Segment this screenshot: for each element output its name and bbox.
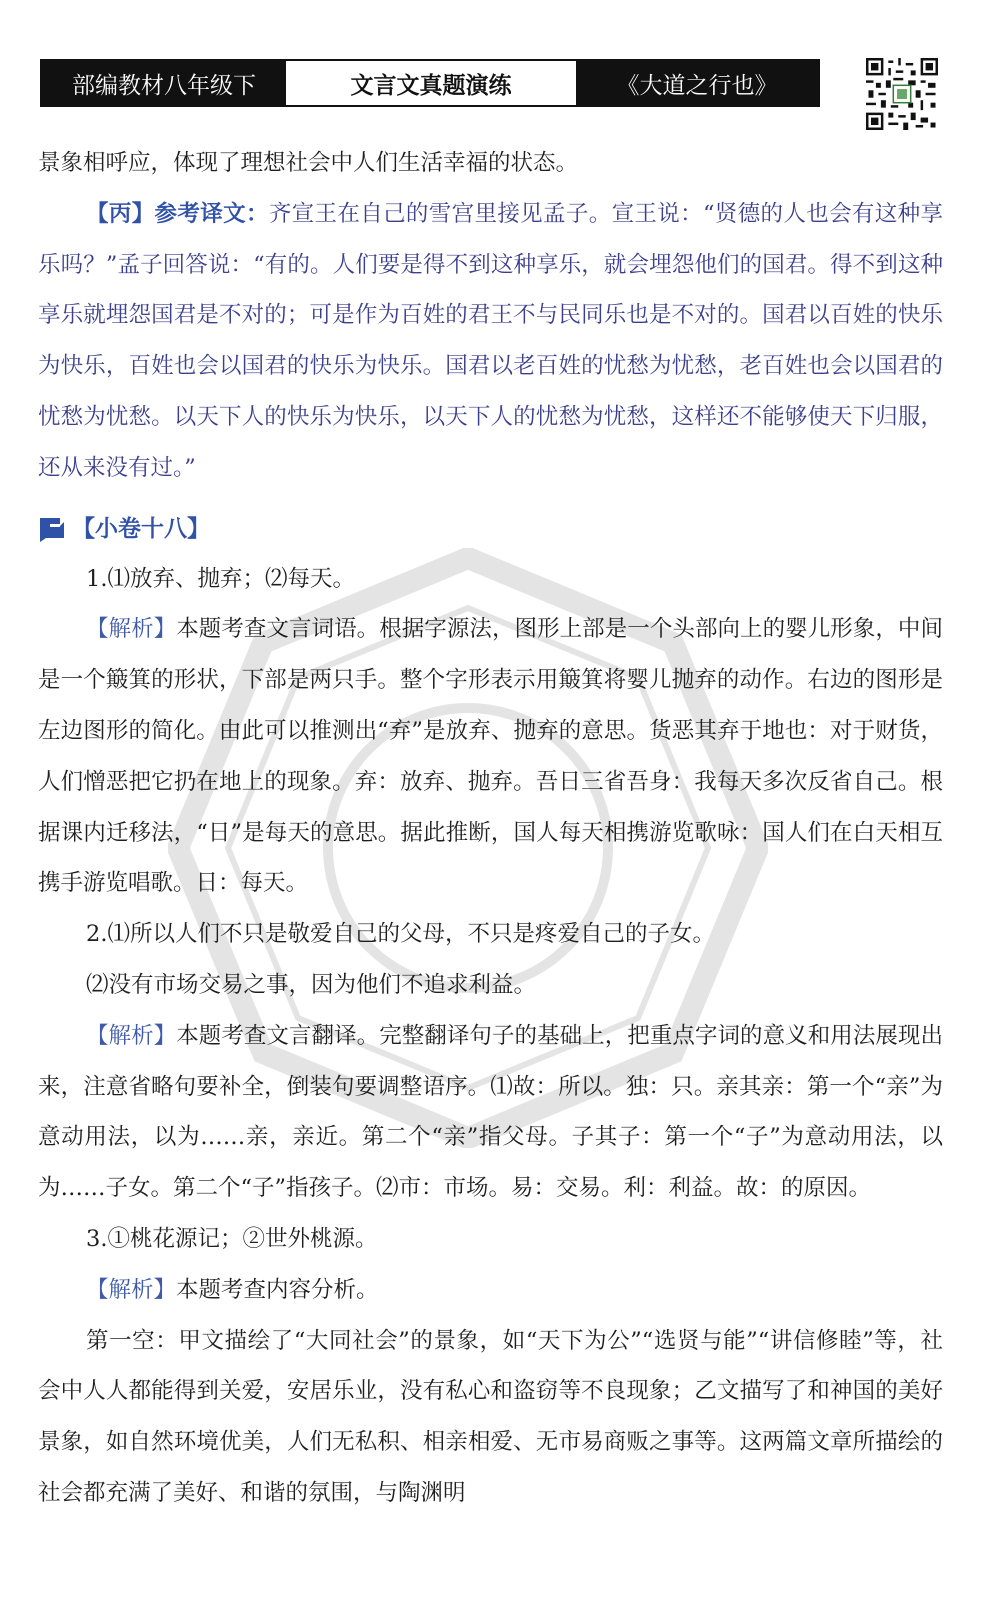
bing-text: 齐宣王在自己的雪宫里接见孟子。宣王说：“贤德的人也会有这种享乐吗？”孟子回答说：“有的。人们要是得不到这种享乐，就会埋怨他们的国君。得不到这种享乐就埋怨国君是不对的；可是作为百姓的君王不与民同乐也是不对的。国君以百姓的快乐为快乐，百姓也会以国君的快乐为快乐。国君以老百姓的忧愁为忧愁，老百姓也会以国君的忧愁为忧愁。以天下人的快乐为快乐，以天下人的忧愁为忧愁，这样还不能够使天下归服，还从来没有过。” (38, 200, 943, 481)
answer-1-analysis (38, 604, 943, 909)
paragraph-intro: 景象相呼应，体现了理想社会中人们生活幸福的状态。 (38, 150, 579, 176)
answer-2-1: 2.⑴所以人们不只是敬爱自己的父母，不只是疼爱自己的子女。 (86, 921, 715, 948)
header-lesson: 《大道之行也》 (576, 61, 818, 105)
answer-3: 3.①桃花源记；②世外桃源。 (86, 1225, 378, 1252)
analysis-text: 本题考查内容分析。 (176, 1276, 379, 1303)
answer-2-2: ⑵没有市场交易之事，因为他们不追求利益。 (86, 971, 537, 998)
bing-label: 【丙】参考译文： (86, 200, 269, 227)
analysis-label: 【解析】 (86, 1276, 177, 1303)
analysis-label: 【解析】 (86, 1022, 177, 1049)
analysis-text: 本题考查文言翻译。完整翻译句子的基础上，把重点字词的意义和用法展现出来，注意省略句要补全，倒装句要调整语序。⑴故：所以。独：只。亲其亲：第一个“亲”为意动用法，以为……亲，亲近。第二个“亲”指父母。子其子：第一个“子”为意动用法，以为……子女。第二个“子”指孩子。⑵市：市场。易：交易。利：利益。故：的原因。 (38, 1022, 943, 1202)
bing-translation (38, 189, 943, 494)
answer-3-analysis (38, 1265, 943, 1316)
answer-2-analysis (38, 1011, 943, 1214)
header-bar (40, 59, 820, 107)
analysis-text: 本题考查文言词语。根据字源法，图形上部是一个头部向上的婴儿形象，中间是一个簸箕的形状，下部是两只手。整个字形表示用簸箕将婴儿抛弃的动作。右边的图形是左边图形的简化。由此可以推测出“弃”是放弃、抛弃的意思。货恶其弃于地也：对于财货，人们憎恶把它扔在地上的现象。弃：放弃、抛弃。吾日三省吾身：我每天多次反省自己。根据课内迁移法，“日”是每天的意思。据此推断，国人每天相携游览歌咏：国人们在白天相互携手游览唱歌。日：每天。 (38, 616, 943, 897)
analysis-label: 【解析】 (86, 616, 177, 643)
qr-code-icon (866, 58, 938, 130)
answer-3-detail: 第一空：甲文描绘了“大同社会”的景象，如“天下为公”“选贤与能”“讲信修睦”等，社会中人人都能得到关爱，安居乐业，没有私心和盗窃等不良现象；乙文描写了和神国的美好景象，如自然环境优美，人们无私积、相亲相爱、无市易商贩之事等。这两篇文章所描绘的社会都充满了美好、和谐的氛围，与陶渊明 (38, 1327, 943, 1506)
answer-1: 1.⑴放弃、抛弃；⑵每天。 (86, 565, 355, 592)
header-grade: 部编教材八年级下 (42, 61, 286, 105)
bookmark-icon (38, 516, 66, 542)
page-content (38, 138, 943, 1519)
section-heading (38, 504, 943, 554)
header-title: 文言文真题演练 (286, 61, 576, 105)
section-title: 【小卷十八】 (72, 515, 210, 542)
